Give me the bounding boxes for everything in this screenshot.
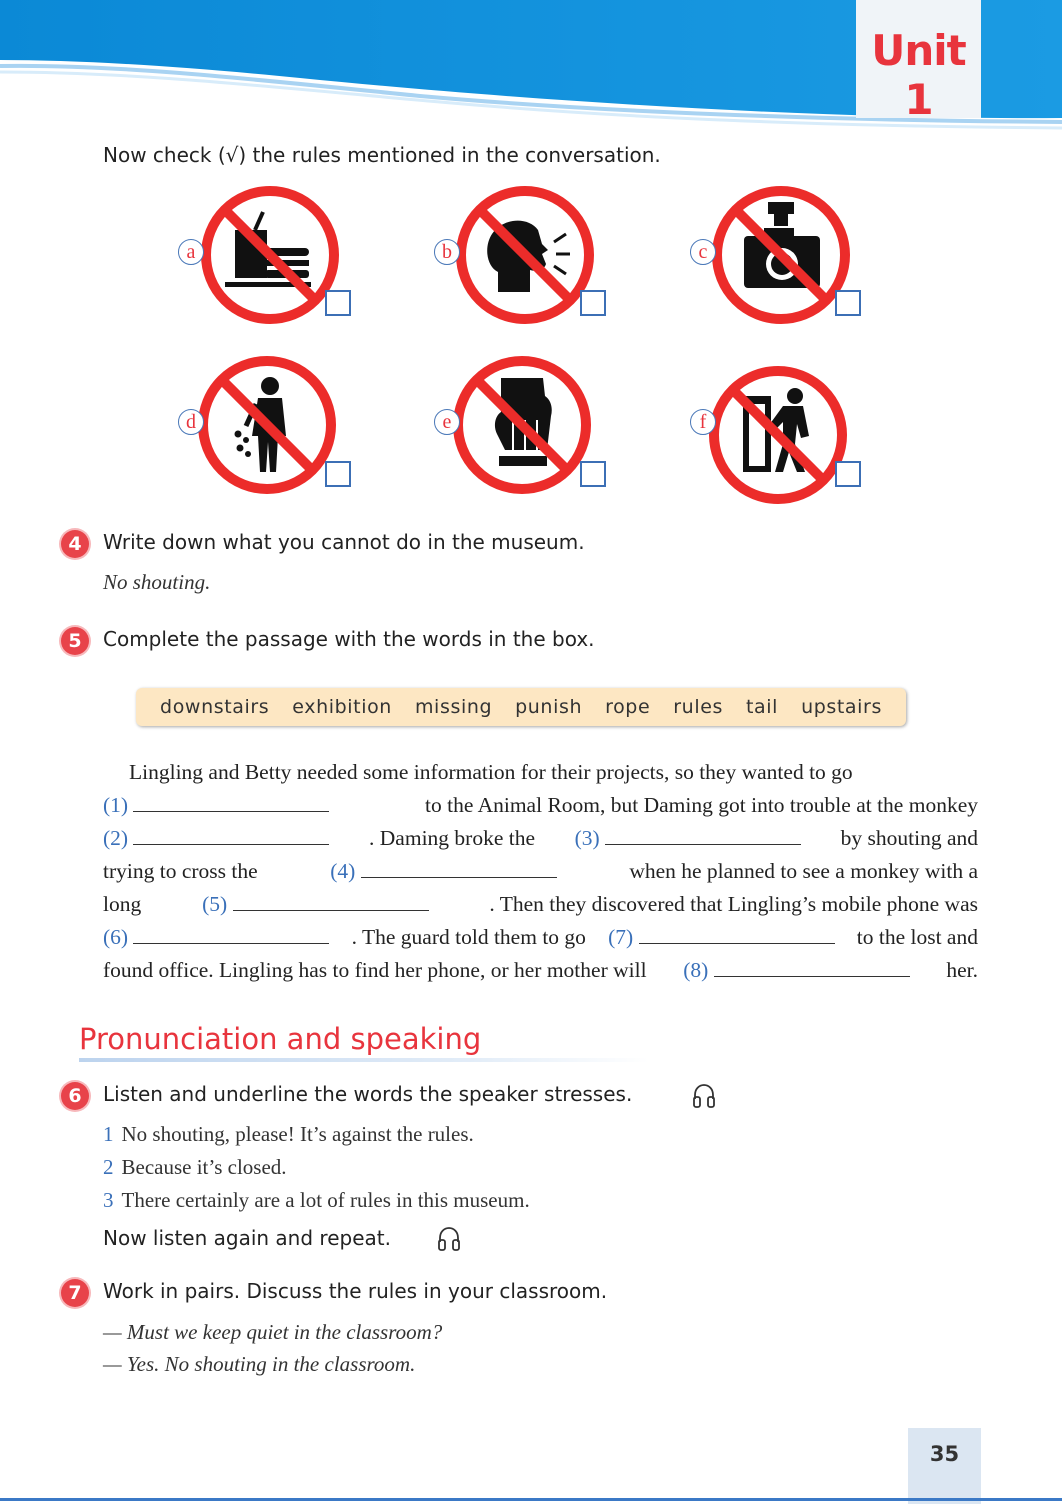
sign-letter-d: d: [178, 409, 204, 435]
word-box: [136, 688, 906, 726]
section-title: Pronunciation and speaking: [79, 1022, 482, 1056]
list-item: [103, 1122, 474, 1147]
no-littering-icon: [192, 350, 342, 500]
passage-line: [103, 822, 978, 855]
passage-line: [103, 855, 978, 888]
word-box-item: punish: [515, 696, 583, 718]
exercise-7-instruction: Work in pairs. Discuss the rules in your classroom.: [103, 1279, 608, 1303]
item-text: Because it’s closed.: [121, 1155, 287, 1179]
exercise-6-instruction: Listen and underline the words the speaker stresses.: [103, 1082, 633, 1106]
sign-letter-c: c: [690, 239, 716, 265]
dialogue-line: — Must we keep quiet in the classroom?: [103, 1320, 443, 1344]
word-box-item: rope: [605, 696, 651, 718]
blank-label-4: (4): [330, 859, 356, 883]
section-underline: [79, 1058, 649, 1062]
passage-line: [103, 756, 978, 789]
blank-7[interactable]: [639, 921, 835, 944]
no-entry-icon: [703, 360, 853, 510]
list-item: [103, 1188, 530, 1213]
passage-text: by shouting and: [840, 826, 978, 850]
blank-label-8: (8): [683, 958, 709, 982]
dialogue-line: — Yes. No shouting in the classroom.: [103, 1352, 416, 1376]
passage-text: when he planned to see a monkey with a: [629, 859, 978, 883]
unit-title: Unit 1: [871, 26, 966, 124]
passage-text: her.: [946, 958, 978, 982]
word-box-item: rules: [673, 696, 723, 718]
exercise-5-instruction: Complete the passage with the words in the box.: [103, 627, 595, 651]
word-box-item: tail: [746, 696, 779, 718]
passage-text: found office. Lingling has to find her phone, or her mother will: [103, 958, 647, 982]
headphones-icon[interactable]: [437, 1226, 461, 1252]
passage-line: [103, 888, 978, 921]
blank-2[interactable]: [133, 822, 329, 845]
page-number: 35: [929, 1442, 960, 1466]
exercise-7-number: 7: [61, 1279, 89, 1307]
blank-label-2: (2): [103, 826, 129, 850]
blank-label-3: (3): [574, 826, 600, 850]
sign-letter-e: e: [434, 409, 460, 435]
passage-text: to the Animal Room, but Daming got into trouble at the monkey: [425, 793, 978, 817]
footer-line: [0, 1498, 1062, 1501]
blank-3[interactable]: [605, 822, 801, 845]
headphones-icon[interactable]: [692, 1083, 716, 1109]
sign-letter-b: b: [434, 239, 460, 265]
exercise-4-number: 4: [61, 530, 89, 558]
passage-text: . The guard told them to go: [351, 925, 586, 949]
list-item: [103, 1155, 287, 1180]
exercise-5-number: 5: [61, 627, 89, 655]
passage-text: to the lost and: [856, 925, 978, 949]
passage: [103, 756, 978, 987]
page-number-tab: [908, 1428, 981, 1504]
passage-text: Lingling and Betty needed some information for their projects, so they wanted to go: [129, 760, 853, 784]
passage-text: long: [103, 892, 142, 916]
checkbox-b[interactable]: [580, 290, 606, 316]
checkbox-f[interactable]: [835, 461, 861, 487]
repeat-instruction: Now listen again and repeat.: [103, 1226, 391, 1250]
item-text: No shouting, please! It’s against the rules.: [121, 1122, 474, 1146]
blank-label-5: (5): [202, 892, 228, 916]
item-number: 2: [103, 1155, 114, 1179]
blank-1[interactable]: [133, 789, 329, 812]
no-camera-icon: [706, 180, 856, 330]
passage-line: [103, 921, 978, 954]
blank-5[interactable]: [233, 888, 429, 911]
item-number: 3: [103, 1188, 114, 1212]
no-touching-icon: [447, 350, 597, 500]
no-shouting-icon: [450, 180, 600, 330]
check-instruction: Now check (√) the rules mentioned in the conversation.: [103, 143, 661, 167]
sign-letter-f: f: [690, 409, 716, 435]
passage-text: . Daming broke the: [369, 826, 536, 850]
word-box-item: upstairs: [801, 696, 882, 718]
exercise-4-example: No shouting.: [103, 570, 211, 594]
item-number: 1: [103, 1122, 114, 1146]
passage-text: trying to cross the: [103, 859, 258, 883]
no-food-drink-icon: [195, 180, 345, 330]
exercise-6-number: 6: [61, 1082, 89, 1110]
blank-label-1: (1): [103, 793, 129, 817]
blank-label-6: (6): [103, 925, 129, 949]
checkbox-a[interactable]: [325, 290, 351, 316]
word-box-item: exhibition: [292, 696, 392, 718]
word-box-item: downstairs: [160, 696, 270, 718]
exercise-4-instruction: Write down what you cannot do in the museum.: [103, 530, 585, 554]
blank-6[interactable]: [133, 921, 329, 944]
passage-text: . Then they discovered that Lingling’s mobile phone was: [489, 892, 978, 916]
passage-line: [103, 789, 978, 822]
blank-8[interactable]: [714, 954, 910, 977]
word-box-item: missing: [414, 696, 493, 718]
sign-letter-a: a: [178, 239, 204, 265]
blank-label-7: (7): [608, 925, 634, 949]
checkbox-d[interactable]: [325, 461, 351, 487]
blank-4[interactable]: [361, 855, 557, 878]
passage-line: [103, 954, 978, 987]
checkbox-e[interactable]: [580, 461, 606, 487]
item-text: There certainly are a lot of rules in this museum.: [121, 1188, 530, 1212]
checkbox-c[interactable]: [835, 290, 861, 316]
